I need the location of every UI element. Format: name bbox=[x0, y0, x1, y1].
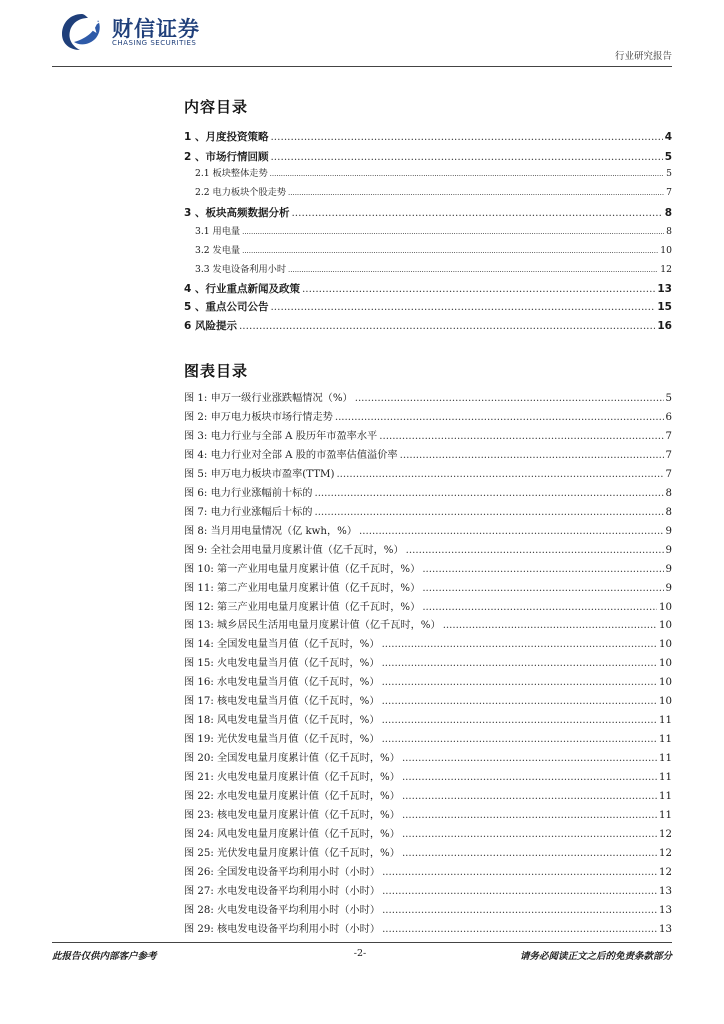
figure-dot-leader bbox=[422, 563, 663, 577]
figure-entry[interactable] bbox=[184, 809, 672, 823]
footer-divider bbox=[52, 942, 672, 943]
figure-dot-leader bbox=[443, 619, 657, 633]
figure-entry-label: 图 13: 城乡居民生活用电量月度累计值（亿千瓦时，%） bbox=[184, 620, 441, 632]
figure-entry[interactable] bbox=[184, 733, 672, 747]
toc-entry[interactable] bbox=[195, 186, 672, 200]
toc-entry-page: 12 bbox=[660, 264, 672, 275]
toc-entry-page: 8 bbox=[664, 207, 672, 219]
figure-dot-leader bbox=[382, 923, 657, 937]
figure-entry-page: 11 bbox=[659, 715, 672, 727]
figure-entry[interactable] bbox=[184, 771, 672, 785]
toc-dot-leader bbox=[270, 130, 662, 144]
figure-entry[interactable] bbox=[184, 525, 672, 539]
figure-dot-leader bbox=[402, 809, 657, 823]
toc-dot-leader bbox=[270, 300, 655, 314]
toc-entry-label: 3.3 发电设备利用小时 bbox=[195, 264, 287, 275]
figure-entry-label: 图 5: 申万电力板块市盈率(TTM) bbox=[184, 468, 335, 480]
figure-dot-leader bbox=[382, 695, 657, 709]
figure-dot-leader bbox=[382, 676, 657, 690]
toc-entry-label: 2 、市场行情回顾 bbox=[184, 151, 269, 163]
figure-entry-label: 图 23: 核电发电量月度累计值（亿千瓦时，%） bbox=[184, 809, 400, 821]
figure-entry[interactable] bbox=[184, 392, 672, 406]
figure-dot-leader bbox=[382, 885, 657, 899]
footer-disclaimer-right: 请务必阅读正文之后的免责条款部分 bbox=[519, 951, 672, 962]
figure-entry[interactable] bbox=[184, 506, 672, 520]
figure-entry-label: 图 9: 全社会用电量月度累计值（亿千瓦时，%） bbox=[184, 544, 404, 556]
toc-dot-leader bbox=[288, 263, 658, 277]
figure-entry[interactable] bbox=[184, 695, 672, 709]
figure-dot-leader bbox=[314, 506, 663, 520]
figure-entry-label: 图 28: 火电发电设备平均利用小时（小时） bbox=[184, 904, 381, 916]
toc-entry-page: 16 bbox=[657, 320, 672, 332]
figure-entry-page: 10 bbox=[659, 601, 672, 613]
toc-entry-page: 5 bbox=[664, 151, 672, 163]
figure-entry-label: 图 22: 水电发电量月度累计值（亿千瓦时，%） bbox=[184, 791, 400, 802]
toc-entry[interactable] bbox=[184, 282, 672, 296]
toc-dot-leader bbox=[288, 186, 664, 200]
toc-entry-label: 3.2 发电量 bbox=[195, 245, 241, 256]
figure-entry-page: 12 bbox=[659, 828, 672, 840]
toc-entry[interactable] bbox=[184, 300, 672, 314]
figure-entry[interactable] bbox=[184, 885, 672, 899]
figure-entry-label: 图 27: 水电发电设备平均利用小时（小时） bbox=[184, 885, 381, 897]
chasing-securities-logo bbox=[60, 12, 104, 52]
figure-entry-label: 图 14: 全国发电量当月值（亿千瓦时，%） bbox=[184, 639, 380, 651]
toc-dot-leader bbox=[270, 150, 662, 164]
figure-entry-page: 8 bbox=[665, 506, 672, 518]
figure-entry-label: 图 4: 电力行业对全部 A 股的市盈率估值溢价率 bbox=[184, 449, 398, 461]
figure-entry-label: 图 3: 电力行业与全部 A 股历年市盈率水平 bbox=[184, 430, 378, 442]
toc-dot-leader bbox=[242, 225, 664, 239]
toc-entry-page: 15 bbox=[657, 301, 672, 313]
figure-entry-page: 13 bbox=[659, 885, 672, 897]
figure-dot-leader bbox=[382, 733, 657, 747]
figure-entry-page: 9 bbox=[665, 563, 672, 575]
figure-entry[interactable] bbox=[184, 638, 672, 652]
figure-entry-page: 10 bbox=[659, 696, 672, 708]
figure-dot-leader bbox=[402, 847, 657, 861]
figure-entry-label: 图 29: 核电发电设备平均利用小时（小时） bbox=[184, 923, 381, 935]
figure-entry-label: 图 8: 当月用电量情况（亿 kwh，%） bbox=[184, 525, 358, 537]
page-header bbox=[0, 0, 724, 68]
figure-dot-leader bbox=[336, 468, 663, 482]
brand-name-cn: 财信证券 bbox=[112, 17, 200, 41]
figure-entry-label: 图 2: 申万电力板块市场行情走势 bbox=[184, 411, 333, 423]
figure-dot-leader bbox=[335, 411, 664, 425]
toc-dot-leader bbox=[291, 206, 662, 220]
figure-entry-page: 9 bbox=[665, 544, 672, 556]
figure-entry-page: 11 bbox=[659, 753, 672, 764]
toc-dot-leader bbox=[302, 282, 655, 296]
figure-entry[interactable] bbox=[184, 449, 672, 463]
toc-entry[interactable] bbox=[195, 225, 672, 239]
figure-entry[interactable] bbox=[184, 430, 672, 444]
figure-entry-page: 13 bbox=[659, 904, 672, 916]
figure-entry-page: 12 bbox=[659, 866, 672, 878]
header-divider bbox=[52, 66, 672, 67]
toc-entry-label: 2.2 电力板块个股走势 bbox=[195, 187, 287, 198]
figure-entry-page: 13 bbox=[659, 923, 672, 935]
figure-dot-leader bbox=[382, 904, 657, 918]
toc-entry-label: 5 、重点公司公告 bbox=[184, 301, 269, 313]
figure-entry-page: 8 bbox=[665, 487, 672, 499]
figure-entry-page: 10 bbox=[659, 677, 672, 689]
figure-dot-leader bbox=[382, 866, 657, 880]
figure-entry[interactable] bbox=[184, 619, 672, 633]
toc-entry[interactable] bbox=[184, 130, 672, 144]
figure-dot-leader bbox=[402, 790, 657, 804]
figure-entry[interactable] bbox=[184, 828, 672, 842]
figure-entry-label: 图 20: 全国发电量月度累计值（亿千瓦时，%） bbox=[184, 753, 400, 764]
toc-entry[interactable] bbox=[195, 263, 672, 277]
toc-entry-label: 3.1 用电量 bbox=[195, 226, 241, 237]
figure-entry-label: 图 17: 核电发电量当月值（亿千瓦时，%） bbox=[184, 696, 380, 708]
brand-name-en: CHASING SECURITIES bbox=[112, 39, 197, 47]
figure-dot-leader bbox=[382, 638, 657, 652]
figure-entry-page: 12 bbox=[659, 847, 672, 859]
toc-entry[interactable] bbox=[184, 319, 672, 333]
figure-dot-leader bbox=[422, 601, 657, 615]
figure-entry-label: 图 25: 光伏发电量月度累计值（亿千瓦时，%） bbox=[184, 847, 400, 859]
figure-entry-label: 图 21: 火电发电量月度累计值（亿千瓦时，%） bbox=[184, 772, 400, 783]
toc-entry-page: 10 bbox=[660, 245, 672, 256]
page-number: -2- bbox=[353, 948, 367, 959]
figure-entry[interactable] bbox=[184, 411, 672, 425]
figure-dot-leader bbox=[406, 544, 664, 558]
toc-entry[interactable] bbox=[195, 244, 672, 258]
figure-entry-label: 图 18: 风电发电量当月值（亿千瓦时，%） bbox=[184, 715, 380, 727]
figure-entry-page: 7 bbox=[665, 468, 672, 480]
toc-title: 内容目录 bbox=[184, 98, 249, 116]
figure-entry-page: 11 bbox=[659, 809, 672, 821]
figure-dot-leader bbox=[402, 752, 657, 766]
figure-entry[interactable] bbox=[184, 544, 672, 558]
figure-entry[interactable] bbox=[184, 563, 672, 577]
figure-dot-leader bbox=[382, 714, 657, 728]
figure-entry[interactable] bbox=[184, 714, 672, 728]
figure-entry[interactable] bbox=[184, 582, 672, 596]
toc-entry-label: 2.1 板块整体走势 bbox=[195, 168, 268, 179]
figure-entry-page: 11 bbox=[659, 734, 672, 746]
figure-entry-page: 7 bbox=[665, 449, 672, 461]
figure-entry-label: 图 7: 电力行业涨幅后十标的 bbox=[184, 506, 313, 518]
figure-entry-page: 10 bbox=[659, 639, 672, 651]
figure-entry[interactable] bbox=[184, 752, 672, 766]
figure-dot-leader bbox=[402, 828, 657, 842]
figure-entry[interactable] bbox=[184, 866, 672, 880]
figure-entry[interactable] bbox=[184, 487, 672, 501]
figure-entry[interactable] bbox=[184, 468, 672, 482]
figure-entry[interactable] bbox=[184, 601, 672, 615]
figure-entry-label: 图 12: 第三产业用电量月度累计值（亿千瓦时，%） bbox=[184, 601, 421, 613]
figure-entry-label: 图 26: 全国发电设备平均利用小时（小时） bbox=[184, 866, 381, 878]
figure-entry[interactable] bbox=[184, 676, 672, 690]
figure-entry-label: 图 11: 第二产业用电量月度累计值（亿千瓦时，%） bbox=[184, 582, 421, 594]
figure-entry-label: 图 6: 电力行业涨幅前十标的 bbox=[184, 487, 313, 499]
figure-entry-page: 10 bbox=[659, 658, 672, 670]
figure-dot-leader bbox=[382, 657, 657, 671]
toc-entry[interactable] bbox=[195, 167, 672, 181]
figure-dot-leader bbox=[379, 430, 663, 444]
figure-dot-leader bbox=[422, 582, 663, 596]
figure-entry-page: 9 bbox=[665, 582, 672, 594]
figure-entry[interactable] bbox=[184, 790, 672, 804]
toc-entry-page: 7 bbox=[666, 187, 672, 198]
figures-title: 图表目录 bbox=[184, 362, 249, 380]
figure-entry-page: 6 bbox=[665, 411, 672, 423]
toc-entry-label: 3 、板块高频数据分析 bbox=[184, 207, 290, 219]
figure-entry-label: 图 15: 火电发电量当月值（亿千瓦时，%） bbox=[184, 658, 380, 670]
figure-entry[interactable] bbox=[184, 657, 672, 671]
figure-dot-leader bbox=[400, 449, 664, 463]
document-type: 行业研究报告 bbox=[614, 51, 672, 62]
toc-entry[interactable] bbox=[184, 150, 672, 164]
figure-entry-page: 7 bbox=[665, 430, 672, 442]
figure-entry-label: 图 24: 风电发电量月度累计值（亿千瓦时，%） bbox=[184, 828, 400, 840]
figure-dot-leader bbox=[355, 392, 664, 406]
figure-entry-label: 图 16: 水电发电量当月值（亿千瓦时，%） bbox=[184, 677, 380, 689]
toc-entry-page: 13 bbox=[657, 283, 672, 295]
toc-entry-page: 4 bbox=[664, 131, 672, 143]
figure-entry[interactable] bbox=[184, 923, 672, 937]
figure-entry-page: 9 bbox=[665, 525, 672, 537]
figure-entry-label: 图 10: 第一产业用电量月度累计值（亿千瓦时，%） bbox=[184, 563, 421, 575]
figure-dot-leader bbox=[359, 525, 664, 539]
figure-entry[interactable] bbox=[184, 904, 672, 918]
toc-dot-leader bbox=[242, 244, 658, 258]
figure-entry-label: 图 19: 光伏发电量当月值（亿千瓦时，%） bbox=[184, 734, 380, 746]
figure-entry-label: 图 1: 申万一级行业涨跌幅情况（%） bbox=[184, 393, 353, 404]
toc-entry-label: 4 、行业重点新闻及政策 bbox=[184, 283, 300, 295]
toc-entry-page: 8 bbox=[666, 226, 672, 237]
figure-entry[interactable] bbox=[184, 847, 672, 861]
footer-disclaimer-left: 此报告仅供内部客户参考 bbox=[52, 951, 157, 962]
figure-dot-leader bbox=[314, 487, 663, 501]
toc-entry-label: 1 、月度投资策略 bbox=[184, 131, 269, 143]
figure-entry-page: 11 bbox=[659, 772, 672, 783]
toc-entry-page: 5 bbox=[666, 168, 672, 179]
toc-entry[interactable] bbox=[184, 206, 672, 220]
figure-dot-leader bbox=[402, 771, 657, 785]
figure-entry-page: 10 bbox=[659, 620, 672, 632]
toc-dot-leader bbox=[239, 319, 655, 333]
figure-entry-page: 11 bbox=[659, 791, 672, 802]
toc-dot-leader bbox=[270, 167, 664, 181]
figure-entry-page: 5 bbox=[665, 393, 672, 404]
toc-entry-label: 6 风险提示 bbox=[184, 320, 237, 332]
